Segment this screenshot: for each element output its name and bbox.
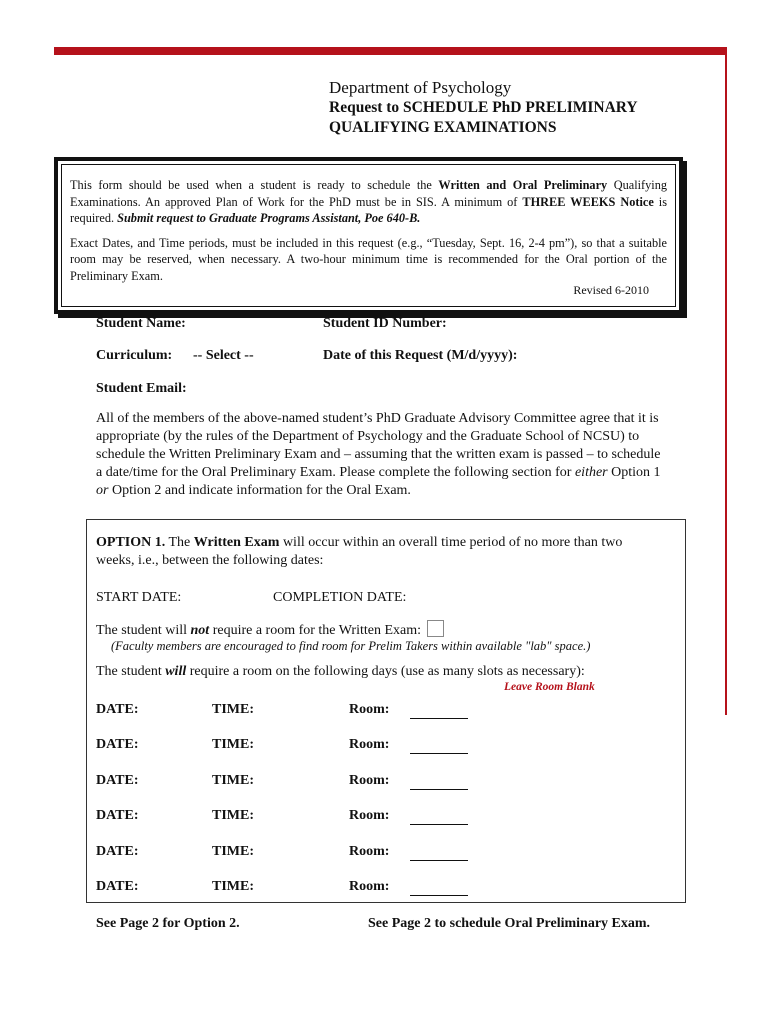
revision-note: Revised 6-2010 [573, 282, 649, 297]
footer-oral-exam-note: See Page 2 to schedule Oral Preliminary Exam. [368, 916, 651, 931]
slot-time-1[interactable]: TIME: [212, 702, 254, 717]
option1-description: OPTION 1. The Written Exam will occur within an overall time period of no more than two weeks, i.e., between the following dates: [96, 535, 623, 568]
department-name: Department of Psychology [329, 78, 512, 97]
slot-room-label-2: Room: [349, 737, 390, 752]
slot-room-label-4: Room: [349, 808, 390, 823]
top-red-bar [54, 47, 727, 55]
slot-date-1[interactable]: DATE: [96, 702, 139, 717]
form-title-line1: Request to SCHEDULE PhD PRELIMINARY [329, 99, 638, 116]
student-name-field[interactable]: Student Name: [96, 316, 186, 331]
room-required-line: The student will require a room on the following days (use as many slots as necessary): [96, 664, 585, 679]
curriculum-label: Curriculum: [96, 348, 173, 363]
instructions-box [54, 157, 683, 314]
right-red-rule [725, 47, 727, 715]
no-room-checkbox[interactable] [427, 620, 444, 637]
student-id-field[interactable]: Student ID Number: [323, 316, 447, 331]
slot-time-3[interactable]: TIME: [212, 773, 254, 788]
slot-room-label-5: Room: [349, 844, 390, 859]
slot-room-blank-6[interactable] [410, 881, 468, 896]
footer-option2-note: See Page 2 for Option 2. [96, 916, 240, 931]
slot-room-blank-5[interactable] [410, 846, 468, 861]
slot-date-6[interactable]: DATE: [96, 879, 139, 894]
slot-room-blank-3[interactable] [410, 775, 468, 790]
start-date-field[interactable]: START DATE: [96, 590, 182, 605]
slot-date-2[interactable]: DATE: [96, 737, 139, 752]
slot-room-blank-1[interactable] [410, 704, 468, 719]
committee-agreement-text: All of the members of the above-named student’s PhD Graduate Advisory Committee agree that it is appropriate (by the rules of the Department of Psychology and the Graduate School of NCSU) to schedule the Written Preliminary Exam and – assuming that the written exam is passed – to schedule a date/time for the Oral Preliminary Exam. Please complete the following section for either Option 1 or Option 2 and indicate information for the Oral Exam. [96, 411, 661, 498]
curriculum-select[interactable]: -- Select -- [193, 348, 254, 363]
form-header [329, 78, 638, 138]
instructions-paragraph-1: This form should be used when a student is ready to schedule the Written and Oral Preliminary Qualifying Examinations. An approved Plan of Work for the PhD must be in SIS. A minimum of THREE WEEKS Notice is required. Submit request to Graduate Programs Assistant, Poe 640-B. [70, 178, 668, 225]
no-room-line: The student will not require a room for the Written Exam: [96, 620, 444, 640]
form-title-line2: QUALIFYING EXAMINATIONS [329, 119, 557, 136]
leave-room-blank-note: Leave Room Blank [504, 681, 595, 693]
slot-time-4[interactable]: TIME: [212, 808, 254, 823]
slot-room-blank-4[interactable] [410, 810, 468, 825]
slot-date-5[interactable]: DATE: [96, 844, 139, 859]
slot-room-label-3: Room: [349, 773, 390, 788]
slot-date-4[interactable]: DATE: [96, 808, 139, 823]
completion-date-field[interactable]: COMPLETION DATE: [273, 590, 407, 605]
request-date-field[interactable]: Date of this Request (M/d/yyyy): [323, 348, 518, 363]
slot-room-label-6: Room: [349, 879, 390, 894]
slot-time-2[interactable]: TIME: [212, 737, 254, 752]
slot-date-3[interactable]: DATE: [96, 773, 139, 788]
slot-room-blank-2[interactable] [410, 739, 468, 754]
slot-time-5[interactable]: TIME: [212, 844, 254, 859]
faculty-room-note: (Faculty members are encouraged to find room for Prelim Takers within available "lab" space.) [111, 639, 591, 653]
slot-time-6[interactable]: TIME: [212, 879, 254, 894]
instructions-paragraph-2: Exact Dates, and Time periods, must be included in this request (e.g., “Tuesday, Sept. 16, 2-4 pm”), so that a suitable room may be reserved, when necessary. A two-hour minimum time is recommended for the Oral portion of the Preliminary Exam. [70, 235, 667, 283]
student-email-field[interactable]: Student Email: [96, 381, 187, 396]
slot-room-label-1: Room: [349, 702, 390, 717]
